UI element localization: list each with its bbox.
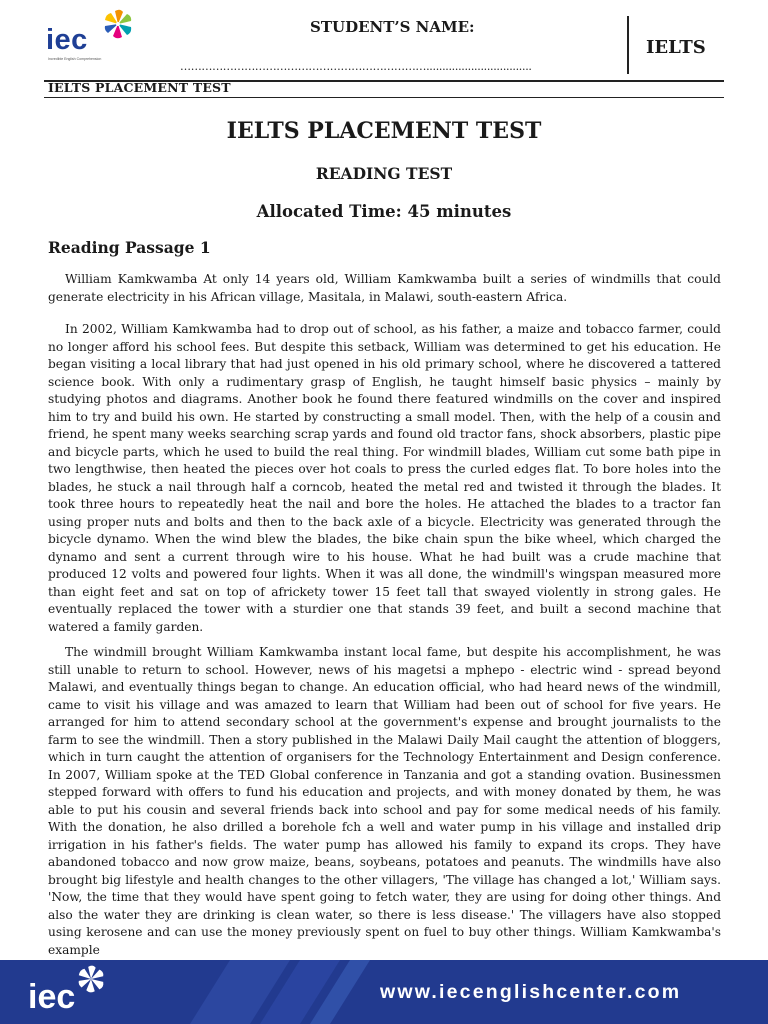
student-name-line[interactable]: …………………………………………………………….................................: [180, 60, 532, 73]
logo-tagline: Incredible English Comprehension: [48, 57, 102, 61]
iec-logo: [46, 8, 136, 62]
header-divider: [627, 16, 629, 74]
pinwheel-flower-icon: [102, 8, 134, 40]
passage-paragraph: In 2002, William Kamkwamba had to drop out of school, as his father, a maize and tobacco farmer, could no longer afford his school fees. But despite this setback, William was determined to get his education. He began visiting a local library that had just opened in his old primary school, where he discovered a tattered science book. With only a rudimentary grasp of English, he taught himself basic physics – mainly by studying photos and diagrams. Another book he found there featured windmills on the cover and inspired him to try and build his own. He started by constructing a small model. Then, with the help of a cousin and friend, he spent many weeks searching scrap yards and found old tractor fans, shock absorbers, plastic pipe and bicycle parts, which he used to build the real thing. For windmill blades, William cut some bath pipe in two lengthwise, then heated the pieces over hot coals to press the curled edges flat. To bore holes into the blades, he stuck a nail through half a corncob, heated the metal red and twisted it through the blades. It took three hours to repeatedly heat the nail and bore the holes. He attached the blades to a tractor fan using proper nuts and bolts and then to the back axle of a bicycle. Electricity was generated through the bicycle dynamo. When the wind blew the blades, the bike chain spun the bike wheel, which charged the dynamo and sent a current through wire to his house. What he had built was a crude machine that produced 12 volts and powered four lights. When it was all done, the windmill's wingspan measured more than eight feet and sat on top of africkety tower 15 feet tall that swayed violently in strong gales. He eventually replaced the tower with a sturdier one that stands 39 feet, and built a second machine that watered a family garden.: [48, 322, 721, 634]
footer-banner: [0, 960, 768, 1024]
exam-tag: IELTS: [646, 37, 706, 58]
passage-title: Reading Passage 1: [48, 238, 211, 257]
allocated-time: Allocated Time: 45 minutes: [256, 202, 512, 221]
passage-paragraph: William Kamkwamba At only 14 years old, William Kamkwamba built a series of windmills that could generate electricity in his African village, Masitala, in Malawi, south-eastern Africa.: [48, 272, 721, 304]
page-title: IELTS PLACEMENT TEST: [226, 118, 542, 144]
header-rule-lower: [44, 97, 724, 98]
footer-logo-text: iec: [28, 978, 76, 1016]
header-subtitle: IELTS PLACEMENT TEST: [48, 80, 231, 95]
footer-website-link[interactable]: www.iecenglishcenter.com: [380, 981, 682, 1003]
section-title: READING TEST: [315, 164, 453, 183]
pinwheel-flower-icon: [76, 964, 106, 994]
passage-paragraph: The windmill brought William Kamkwamba instant local fame, but despite his accomplishment, he was still unable to return to school. However, news of his magetsi a mphepo - electric wind - spread beyond Malawi, and eventually things began to change. An education official, who had heard news of the windmill, came to visit his village and was amazed to learn that William had been out of school for five years. He arranged for him to attend secondary school at the government's expense and brought journalists to the farm to see the windmill. Then a story published in the Malawi Daily Mail caught the attention of bloggers, which in turn caught the attention of organisers for the Technology Entertainment and Design conference. In 2007, William spoke at the TED Global conference in Tanzania and got a standing ovation. Businessmen stepped forward with offers to fund his education and projects, and with money donated by them, he was able to put his cousin and several friends back into school and pay for some medical needs of his family. With the donation, he also drilled a borehole fch a well and water pump in his village and installed drip irrigation in his father's fields. The water pump has allowed his family to expand its crops. They have abandoned tobacco and now grow maize, beans, soybeans, potatoes and peanuts. The windmills have also brought big lifestyle and health changes to the other villagers, 'The village has changed a lot,' William says. 'Now, the time that they would have spent going to fetch water, they are using for doing other things. And also the water they are drinking is clean water, so there is less disease.' The villagers have also stopped using kerosene and can use the money previously spent on fuel to buy other things. William Kamkwamba's example: [48, 645, 721, 957]
student-name-label: STUDENT’S NAME:: [310, 18, 475, 36]
logo-text: iec: [46, 24, 88, 56]
